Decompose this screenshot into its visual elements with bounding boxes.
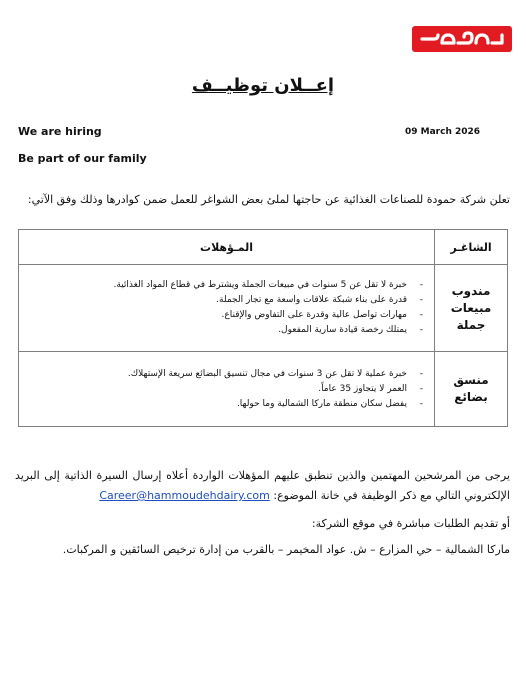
announcement-date: 09 March 2026 (405, 127, 481, 137)
list-item: - العمر لا يتجاوز 35 عاماً. (26, 382, 407, 397)
qualifications-list (20, 278, 433, 338)
company-address: ماركا الشمالية – حي المزارع – ش. عواد المخيمر – بالقرب من إدارة ترخيص السائقين و المركبات. (62, 543, 510, 556)
position-cell: منسق بضائع (435, 352, 508, 427)
list-item: - خبرة لا تقل عن 5 سنوات في مبيعات الجملة ويشترط في قطاع المواد الغذائية. (26, 278, 407, 293)
application-paragraph (15, 466, 510, 506)
qualifications-cell (19, 352, 435, 427)
list-item: - يمتلك رخصة قيادة سارية المفعول. (26, 323, 407, 338)
intro-paragraph: تعلن شركة حمودة للصناعات الغذائية عن حاجتها لملئ بعض الشواغر للعمل ضمن كوادرها وذلك وفق الآتي: (27, 193, 510, 206)
table-row (19, 352, 508, 427)
list-item: - قدرة على بناء شبكة علاقات واسعة مع تجار الجملة. (26, 293, 407, 308)
header-qualifications: المـؤهلات (19, 230, 435, 265)
vacancies-table (18, 229, 508, 427)
qualifications-list (20, 367, 433, 412)
page-title: إعــلان توظيــف (191, 75, 335, 96)
family-heading: Be part of our family (18, 152, 147, 165)
position-cell: مندوب مبيعات جملة (435, 265, 508, 352)
company-logo (412, 26, 512, 52)
header-position: الشاغـر (435, 230, 508, 265)
list-item: - يفضل سكان منطقة ماركا الشمالية وما حولها. (26, 397, 407, 412)
application-text: يرجى من المرشحين المهتمين والذين تنطبق عليهم المؤهلات الواردة أعلاه إرسال السيرة الذاتية إلى البريد الإلكتروني التالي مع ذكر الوظيفة في خانة الموضوع: (15, 469, 510, 502)
qualifications-cell (19, 265, 435, 352)
list-item: - خبرة عملية لا تقل عن 3 سنوات في مجال تنسيق البضائع سريعة الإستهلاك. (26, 367, 407, 382)
email-link[interactable]: Career@hammoudehdairy.com (99, 489, 270, 502)
logo-wordmark-icon (418, 29, 506, 49)
alternative-apply-text: أو تقديم الطلبات مباشرة في موقع الشركة: (311, 517, 510, 530)
table-header-row (19, 230, 508, 265)
hiring-heading: We are hiring (18, 125, 102, 138)
table-row (19, 265, 508, 352)
list-item: - مهارات تواصل عالية وقدرة على التفاوض والإقناع. (26, 308, 407, 323)
